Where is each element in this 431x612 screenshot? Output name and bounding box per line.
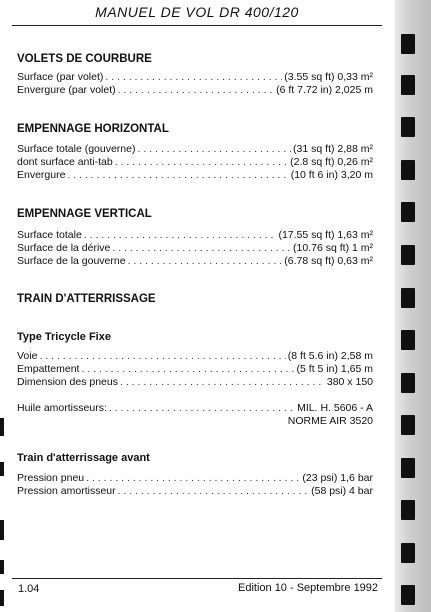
dot-leader [120, 376, 325, 389]
spec-row [17, 472, 373, 485]
spec-label: Surface de la gouverne [17, 255, 126, 267]
spec-value: (5 ft 5 in) 1,65 m [296, 363, 373, 375]
footer-divider [12, 578, 382, 579]
binding-hole [401, 202, 415, 222]
dot-leader [118, 84, 274, 97]
spec-value: 380 x 150 [326, 376, 373, 388]
spec-label: Surface (par volet) [17, 71, 104, 83]
spec-value: (10.76 sq ft) 1 m² [293, 242, 373, 254]
spec-label: Surface totale (gouverne) [17, 143, 136, 155]
spec-value: (8 ft 5.6 in) 2,58 m [287, 350, 373, 362]
spec-row [17, 485, 373, 498]
dot-leader [112, 242, 291, 255]
spec-row [17, 143, 373, 156]
dot-leader [109, 402, 295, 415]
spec-value: (23 psi) 1,6 bar [302, 472, 373, 484]
spec-value: (2.8 sq ft) 0,26 m² [290, 156, 373, 168]
spec-value: MIL. H. 5606 - A [297, 402, 373, 414]
spec-value: (6 ft 7.72 in) 2,025 m [276, 84, 373, 96]
spec-label: Envergure [17, 169, 66, 181]
scan-edge-mark [0, 590, 4, 606]
binding-hole [401, 288, 415, 308]
spec-value: (31 sq ft) 2,88 m² [293, 143, 373, 155]
spec-label: Pression amortisseur [17, 485, 116, 497]
section-title-volets: VOLETS DE COURBURE [17, 53, 152, 65]
spec-value-continuation: NORME AIR 3520 [287, 415, 373, 427]
scan-edge-mark [0, 462, 4, 476]
spec-label: Voie [17, 350, 38, 362]
edition-label: Edition 10 - Septembre 1992 [238, 582, 379, 594]
binding-hole [401, 500, 415, 520]
dot-leader [115, 156, 288, 169]
spec-row [17, 350, 373, 363]
spec-value: (6.78 sq ft) 0,63 m² [284, 255, 373, 267]
binding-hole [401, 75, 415, 95]
dot-leader [105, 71, 282, 84]
header-divider [12, 25, 382, 26]
section-title-vertical: EMPENNAGE VERTICAL [17, 208, 152, 220]
dot-leader [67, 169, 288, 182]
scan-edge-mark [0, 560, 4, 574]
scan-edge-mark [0, 418, 4, 436]
spec-row [17, 376, 373, 389]
binding-hole [401, 543, 415, 563]
spec-row [17, 242, 373, 255]
spec-label: Envergure (par volet) [17, 84, 116, 96]
spec-row [17, 229, 373, 242]
binding-hole [401, 415, 415, 435]
dot-leader [128, 255, 283, 268]
spec-row-huile [17, 402, 373, 415]
binding-hole [401, 458, 415, 478]
dot-leader [86, 472, 300, 485]
spec-label: Surface totale [17, 229, 82, 241]
page-number: 1.04 [18, 583, 40, 595]
section-title-horizontal: EMPENNAGE HORIZONTAL [17, 123, 169, 135]
spec-row [17, 84, 373, 97]
spec-label: Surface de la dérive [17, 242, 111, 254]
binding-hole [401, 34, 415, 54]
binding-hole [401, 245, 415, 265]
spec-label: Pression pneu [17, 472, 85, 484]
binding-hole [401, 585, 415, 605]
spec-label: Huile amortisseurs: [17, 402, 107, 414]
dot-leader [39, 350, 285, 363]
subsection-title-tricycle: Type Tricycle Fixe [17, 331, 111, 343]
dot-leader [81, 363, 294, 376]
binding-hole [401, 373, 415, 393]
spec-row [17, 71, 373, 84]
spec-row [17, 156, 373, 169]
binding-hole [401, 160, 415, 180]
section-title-train: TRAIN D'ATTERRISSAGE [17, 293, 156, 305]
spec-value: (17.55 sq ft) 1,63 m² [278, 229, 373, 241]
spec-label: Dimension des pneus [17, 376, 118, 388]
binding-hole [401, 117, 415, 137]
spec-value: (10 ft 6 in) 3,20 m [290, 169, 373, 181]
spec-value: (3.55 sq ft) 0,33 m² [284, 71, 373, 83]
dot-leader [84, 229, 277, 242]
scan-edge-mark [0, 520, 4, 540]
binding-hole [401, 330, 415, 350]
spec-label: Empattement [17, 363, 80, 375]
subsection-title-avant: Train d'atterrissage avant [17, 452, 150, 464]
spec-row [17, 255, 373, 268]
spec-value: (58 psi) 4 bar [311, 485, 373, 497]
spiral-binding [395, 0, 431, 612]
spec-row [17, 169, 373, 182]
page-header-title: MANUEL DE VOL DR 400/120 [95, 4, 299, 20]
spec-label: dont surface anti-tab [17, 156, 113, 168]
dot-leader [118, 485, 310, 498]
spec-row [17, 363, 373, 376]
dot-leader [137, 143, 291, 156]
